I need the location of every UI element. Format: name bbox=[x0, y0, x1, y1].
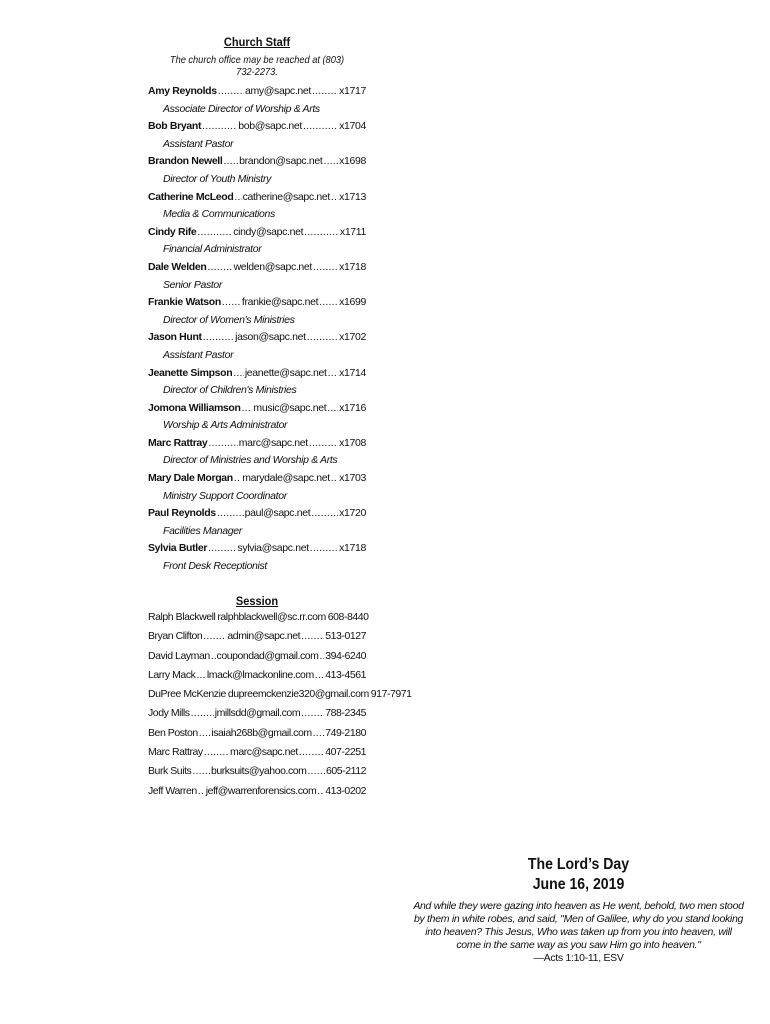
dot-leader bbox=[323, 155, 338, 167]
dot-leader bbox=[299, 746, 324, 758]
session-name: Jody Mills bbox=[148, 707, 190, 720]
staff-role: Assistant Pastor bbox=[163, 137, 234, 150]
session-phone: 394-6240 bbox=[325, 649, 367, 662]
staff-email: cindy@sapc.net bbox=[233, 225, 304, 238]
staff-name: Brandon Newell bbox=[148, 155, 223, 168]
session-email: ralphblackwell@sc.rr.com bbox=[217, 611, 326, 623]
session-name: Larry Mack bbox=[148, 668, 196, 681]
staff-name: Bob Bryant bbox=[148, 120, 202, 133]
staff-name: Catherine McLeod bbox=[148, 190, 234, 203]
dot-leader bbox=[192, 765, 210, 777]
staff-extension: x1720 bbox=[339, 507, 367, 520]
session-phone: 749-2180 bbox=[325, 726, 366, 739]
staff-name: Jeanette Simpson bbox=[148, 366, 233, 379]
staff-extension: x1717 bbox=[339, 85, 367, 97]
staff-name: Sylvia Butler bbox=[148, 542, 208, 555]
session-row bbox=[148, 688, 412, 707]
staff-extension: x1713 bbox=[339, 190, 366, 203]
staff-role: Director of Youth Ministry bbox=[163, 172, 271, 185]
session-row bbox=[148, 630, 366, 649]
session-title: Session bbox=[235, 594, 279, 608]
lords-day-section bbox=[412, 855, 745, 965]
service-date: June 16, 2019 bbox=[532, 876, 625, 893]
staff-extension: x1703 bbox=[339, 472, 367, 485]
staff-role: Worship & Arts Administrator bbox=[163, 419, 288, 432]
dot-leader bbox=[313, 727, 325, 739]
session-email: burksuits@yahoo.com bbox=[210, 765, 307, 778]
staff-extension: x1708 bbox=[339, 436, 367, 449]
staff-row bbox=[148, 120, 366, 138]
staff-extension: x1716 bbox=[339, 401, 367, 414]
staff-role: Ministry Support Coordinator bbox=[163, 489, 287, 502]
dot-leader bbox=[313, 261, 338, 273]
session-email: dupreemckenzie320@gmail.com bbox=[227, 688, 369, 701]
dot-leader bbox=[301, 707, 324, 719]
session-name: Jeff Warren bbox=[148, 784, 197, 797]
staff-role: Director of Ministries and Worship & Arts bbox=[163, 454, 338, 467]
staff-row bbox=[148, 542, 366, 560]
dot-leader bbox=[191, 707, 214, 719]
session-email: isaiah268b@gmail.com bbox=[211, 726, 312, 739]
session-name: DuPree McKenzie bbox=[148, 688, 226, 701]
session-name: David Layman bbox=[148, 649, 210, 662]
dot-leader bbox=[208, 542, 236, 554]
session-name: Ralph Blackwell bbox=[148, 611, 216, 623]
staff-extension: x1718 bbox=[339, 542, 366, 555]
staff-role: Senior Pastor bbox=[163, 278, 223, 291]
session-email: lmack@lmackonline.com bbox=[206, 668, 314, 681]
staff-role: Front Desk Receptionist bbox=[163, 560, 267, 573]
staff-role: Financial Administrator bbox=[163, 243, 262, 256]
staff-name: Marc Rattray bbox=[148, 436, 208, 449]
session-phone: 413-0202 bbox=[325, 784, 366, 797]
dot-leader bbox=[199, 727, 211, 739]
staff-list bbox=[148, 85, 366, 578]
session-list bbox=[148, 611, 412, 804]
session-row bbox=[148, 785, 366, 804]
session-email: coupondad@gmail.com bbox=[216, 649, 319, 662]
staff-row bbox=[148, 437, 366, 455]
session-email: admin@sapc.net bbox=[227, 630, 301, 643]
staff-extension: x1711 bbox=[339, 225, 367, 238]
staff-role: Director of Children's Ministries bbox=[163, 384, 297, 397]
scripture-verse: And while they were gazing into heaven as He went, behold, two men stood by them in white robes, and said, "Men of Galilee, why do you stand looking into heaven? This Jesus, Who was taken up from you into heaven, will come in the same way as you saw Him go into heaven." bbox=[413, 900, 744, 951]
session-email: jmillsdd@gmail.com bbox=[214, 707, 301, 720]
dot-leader bbox=[327, 402, 338, 414]
dot-leader bbox=[311, 507, 338, 519]
dot-leader bbox=[208, 437, 237, 449]
dot-leader bbox=[202, 120, 237, 132]
staff-name: Paul Reynolds bbox=[148, 507, 216, 520]
dot-leader bbox=[234, 472, 241, 484]
staff-row bbox=[148, 507, 366, 525]
session-row bbox=[148, 727, 366, 746]
staff-extension: x1699 bbox=[339, 296, 367, 309]
staff-email: amy@sapc.net bbox=[244, 85, 311, 97]
dot-leader bbox=[301, 630, 324, 642]
dot-leader bbox=[211, 650, 216, 662]
staff-email: jason@sapc.net bbox=[235, 331, 306, 344]
session-phone: 413-4561 bbox=[325, 668, 367, 681]
session-name: Marc Rattray bbox=[148, 746, 203, 759]
session-name: Bryan Clifton bbox=[148, 630, 203, 643]
staff-email: paul@sapc.net bbox=[244, 507, 311, 520]
staff-row bbox=[148, 331, 366, 349]
session-phone: 513-0127 bbox=[325, 630, 367, 643]
dot-leader bbox=[234, 191, 241, 203]
staff-row bbox=[148, 155, 366, 173]
dot-leader bbox=[203, 331, 234, 343]
dot-leader bbox=[242, 402, 253, 414]
staff-extension: x1704 bbox=[339, 120, 366, 133]
dot-leader bbox=[218, 85, 244, 97]
staff-extension: x1698 bbox=[339, 155, 367, 168]
session-row bbox=[148, 707, 366, 726]
staff-name: Frankie Watson bbox=[148, 296, 221, 309]
dot-leader bbox=[217, 507, 244, 519]
dot-leader bbox=[222, 296, 241, 308]
staff-email: catherine@sapc.net bbox=[242, 190, 330, 203]
dot-leader bbox=[196, 669, 205, 681]
staff-email: brandon@sapc.net bbox=[239, 155, 323, 168]
dot-leader bbox=[204, 746, 229, 758]
staff-row bbox=[148, 85, 366, 103]
staff-email: music@sapc.net bbox=[253, 401, 327, 414]
dot-leader bbox=[328, 367, 339, 379]
staff-email: marydale@sapc.net bbox=[242, 472, 330, 485]
dot-leader bbox=[197, 226, 232, 238]
session-phone: 917-7971 bbox=[370, 688, 412, 701]
staff-name: Amy Reynolds bbox=[148, 85, 217, 97]
staff-name: Mary Dale Morgan bbox=[148, 472, 233, 485]
dot-leader bbox=[207, 261, 232, 273]
staff-row bbox=[148, 296, 366, 314]
session-row bbox=[148, 746, 366, 765]
staff-row bbox=[148, 402, 366, 420]
staff-extension: x1714 bbox=[339, 366, 366, 379]
session-row bbox=[148, 650, 366, 669]
dot-leader bbox=[317, 785, 324, 797]
staff-email: frankie@sapc.net bbox=[241, 296, 319, 309]
session-phone: 788-2345 bbox=[325, 707, 367, 720]
dot-leader bbox=[304, 226, 339, 238]
staff-email: sylvia@sapc.net bbox=[237, 542, 309, 555]
session-row bbox=[148, 611, 369, 630]
staff-role: Media & Communications bbox=[163, 208, 275, 221]
session-email: marc@sapc.net bbox=[230, 746, 298, 759]
session-email: jeff@warrenforensics.com bbox=[205, 784, 317, 797]
dot-leader bbox=[233, 367, 244, 379]
staff-name: Dale Welden bbox=[148, 260, 207, 273]
dot-leader bbox=[310, 542, 338, 554]
staff-extension: x1702 bbox=[339, 331, 366, 344]
session-name: Ben Poston bbox=[148, 726, 198, 739]
dot-leader bbox=[331, 472, 338, 484]
staff-extension: x1718 bbox=[339, 260, 366, 273]
staff-name: Cindy Rife bbox=[148, 225, 197, 238]
dot-leader bbox=[309, 437, 338, 449]
session-name: Burk Suits bbox=[148, 765, 192, 778]
dot-leader bbox=[307, 765, 325, 777]
staff-row bbox=[148, 191, 366, 209]
staff-email: welden@sapc.net bbox=[233, 260, 312, 273]
lords-day-title: The Lord’s Day bbox=[527, 856, 630, 873]
dot-leader bbox=[312, 85, 338, 97]
dot-leader bbox=[198, 785, 205, 797]
session-phone: 407-2251 bbox=[325, 746, 367, 759]
dot-leader bbox=[203, 630, 226, 642]
staff-role: Assistant Pastor bbox=[163, 348, 234, 361]
staff-row bbox=[148, 261, 366, 279]
dot-leader bbox=[303, 120, 338, 132]
staff-title: Church Staff bbox=[223, 35, 291, 49]
dot-leader bbox=[223, 155, 238, 167]
staff-role: Facilities Manager bbox=[163, 524, 242, 537]
staff-email: bob@sapc.net bbox=[238, 120, 302, 133]
staff-row bbox=[148, 226, 366, 244]
dot-leader bbox=[315, 669, 324, 681]
dot-leader bbox=[331, 191, 338, 203]
session-row bbox=[148, 765, 366, 784]
staff-email: jeanette@sapc.net bbox=[244, 366, 327, 379]
session-row bbox=[148, 669, 366, 688]
staff-row bbox=[148, 472, 366, 490]
staff-name: Jomona Williamson bbox=[148, 401, 241, 414]
dot-leader bbox=[319, 296, 338, 308]
dot-leader bbox=[307, 331, 338, 343]
scripture-reference: —Acts 1:10-11, ESV bbox=[533, 952, 624, 964]
staff-name: Jason Hunt bbox=[148, 331, 202, 344]
session-phone: 605-2112 bbox=[326, 765, 367, 778]
dot-leader bbox=[319, 650, 324, 662]
staff-role: Associate Director of Worship & Arts bbox=[163, 102, 320, 115]
staff-role: Director of Women's Ministries bbox=[163, 313, 295, 326]
staff-row bbox=[148, 367, 366, 385]
session-phone: 608-8440 bbox=[327, 611, 369, 623]
office-phone-note: The church office may be reached at (803) 732-2273. bbox=[169, 54, 345, 78]
staff-email: marc@sapc.net bbox=[238, 436, 308, 449]
